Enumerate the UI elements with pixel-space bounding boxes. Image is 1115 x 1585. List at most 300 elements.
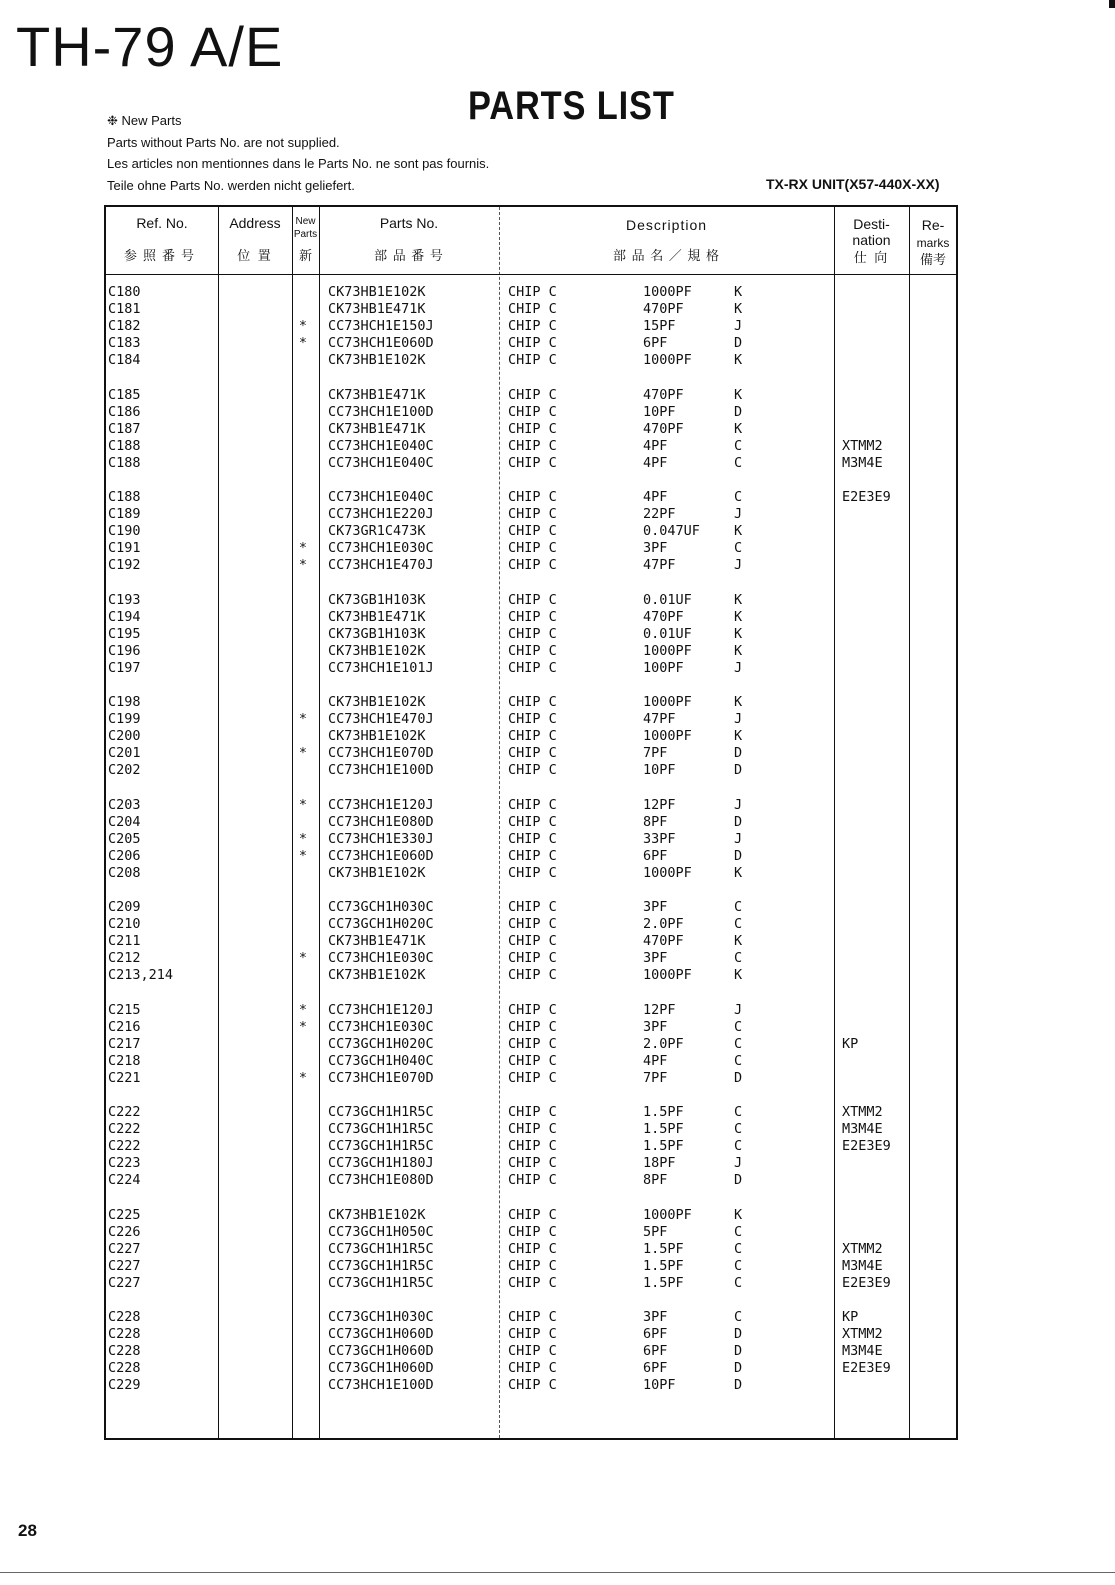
description-cell: CHIP C xyxy=(508,540,557,556)
parts-number-cell: CK73HB1E102K xyxy=(328,694,426,710)
description-cell: CHIP C xyxy=(508,1052,557,1069)
destination-cell: XTMM2 xyxy=(842,1104,883,1120)
description-cell: CHIP C xyxy=(508,813,557,830)
tolerance-cell: J xyxy=(734,659,743,676)
description-cell: CHIP C xyxy=(508,1155,557,1171)
ref-cell: C221 xyxy=(108,1069,141,1086)
ref-cell: C222 xyxy=(108,1104,141,1120)
value-cell: 18PF xyxy=(643,1155,676,1171)
tolerance-cell: K xyxy=(734,420,743,437)
description-cell: CHIP C xyxy=(508,318,557,334)
table-row xyxy=(106,950,956,967)
description-cell: CHIP C xyxy=(508,1001,557,1018)
destination-cell: KP xyxy=(842,1035,859,1052)
ref-cell: C187 xyxy=(108,420,141,437)
table-row xyxy=(106,831,956,848)
ref-cell: C226 xyxy=(108,1223,141,1240)
value-cell: 470PF xyxy=(643,608,684,625)
note-not-supplied-fr: Les articles non mentionnes dans le Parts No. ne sont pas fournis. xyxy=(107,156,490,171)
description-cell: CHIP C xyxy=(508,437,557,454)
table-row xyxy=(106,933,956,950)
tolerance-cell: C xyxy=(734,1052,743,1069)
description-cell: CHIP C xyxy=(508,967,557,983)
value-cell: 1.5PF xyxy=(643,1257,684,1274)
parts-number-cell: CK73HB1E471K xyxy=(328,420,426,437)
tolerance-cell: K xyxy=(734,1206,743,1223)
parts-number-cell: CC73GCH1H1R5C xyxy=(328,1257,434,1274)
value-cell: 3PF xyxy=(643,899,668,915)
value-cell: 7PF xyxy=(643,745,668,761)
description-cell: CHIP C xyxy=(508,523,557,539)
description-cell: CHIP C xyxy=(508,762,557,778)
value-cell: 1000PF xyxy=(643,284,692,300)
value-cell: 2.0PF xyxy=(643,916,684,932)
parts-number-cell: CK73GB1H103K xyxy=(328,625,426,642)
parts-number-cell: CC73GCH1H060D xyxy=(328,1343,434,1359)
model-name: TH-79 A/E xyxy=(16,15,284,78)
header-parts-no-jp: 部 品 番 号 xyxy=(374,248,444,263)
parts-number-cell: CK73HB1E102K xyxy=(328,967,426,983)
value-cell: 6PF xyxy=(643,1326,668,1342)
parts-number-cell: CC73HCH1E470J xyxy=(328,711,434,727)
description-cell: CHIP C xyxy=(508,950,557,966)
table-row xyxy=(106,694,956,711)
description-cell: CHIP C xyxy=(508,899,557,915)
ref-cell: C182 xyxy=(108,318,141,334)
value-cell: 3PF xyxy=(643,540,668,556)
value-cell: 1.5PF xyxy=(643,1104,684,1120)
value-cell: 3PF xyxy=(643,1018,668,1035)
ref-cell: C211 xyxy=(108,933,141,949)
ref-cell: C206 xyxy=(108,847,141,864)
parts-number-cell: CC73HCH1E080D xyxy=(328,1172,434,1188)
value-cell: 8PF xyxy=(643,1172,668,1188)
table-row xyxy=(106,1070,956,1087)
parts-number-cell: CK73HB1E102K xyxy=(328,864,426,881)
header-divider xyxy=(106,274,956,275)
description-cell: CHIP C xyxy=(508,711,557,727)
description-cell: CHIP C xyxy=(508,1172,557,1188)
table-row xyxy=(106,916,956,933)
tolerance-cell: C xyxy=(734,437,743,454)
ref-cell: C181 xyxy=(108,301,141,317)
parts-number-cell: CC73HCH1E080D xyxy=(328,813,434,830)
table-row xyxy=(106,1275,956,1292)
header-new-1: New xyxy=(295,216,316,227)
parts-number-cell: CC73HCH1E070D xyxy=(328,1069,434,1086)
tolerance-cell: C xyxy=(734,489,743,505)
parts-number-cell: CC73HCH1E470J xyxy=(328,557,434,573)
table-row xyxy=(106,1019,956,1036)
table-row xyxy=(106,745,956,762)
description-cell: CHIP C xyxy=(508,1018,557,1035)
value-cell: 0.01UF xyxy=(643,625,692,642)
description-cell: CHIP C xyxy=(508,916,557,932)
header-new-jp: 新 xyxy=(298,248,312,263)
table-row xyxy=(106,318,956,335)
table-row xyxy=(106,899,956,916)
ref-cell: C228 xyxy=(108,1326,141,1342)
tolerance-cell: K xyxy=(734,523,743,539)
parts-number-cell: CK73HB1E102K xyxy=(328,1206,426,1223)
ref-cell: C228 xyxy=(108,1309,141,1325)
table-row xyxy=(106,455,956,472)
table-row xyxy=(106,1224,956,1241)
new-parts-mark: * xyxy=(298,847,308,864)
description-cell: CHIP C xyxy=(508,642,557,659)
ref-cell: C188 xyxy=(108,437,141,454)
value-cell: 1000PF xyxy=(643,694,692,710)
parts-number-cell: CC73HCH1E030C xyxy=(328,1018,434,1035)
table-row xyxy=(106,814,956,831)
value-cell: 7PF xyxy=(643,1069,668,1086)
destination-cell: XTMM2 xyxy=(842,1326,883,1342)
note-not-supplied-de: Teile ohne Parts No. werden nicht geliefert. xyxy=(107,177,355,193)
ref-cell: C188 xyxy=(108,489,141,505)
new-parts-mark: * xyxy=(298,1069,308,1086)
header-ref: Ref. No. xyxy=(136,215,188,231)
description-cell: CHIP C xyxy=(508,557,557,573)
parts-number-cell: CC73HCH1E060D xyxy=(328,847,434,864)
description-cell: CHIP C xyxy=(508,386,557,403)
description-cell: CHIP C xyxy=(508,1326,557,1342)
description-cell: CHIP C xyxy=(508,830,557,847)
tolerance-cell: D xyxy=(734,847,743,864)
description-cell: CHIP C xyxy=(508,301,557,317)
description-cell: CHIP C xyxy=(508,625,557,642)
value-cell: 33PF xyxy=(643,830,676,847)
tolerance-cell: C xyxy=(734,899,743,915)
corner-mark xyxy=(1109,0,1115,8)
new-parts-mark: * xyxy=(298,557,308,573)
tolerance-cell: D xyxy=(734,403,743,420)
description-cell: CHIP C xyxy=(508,284,557,300)
description-cell: CHIP C xyxy=(508,1274,557,1291)
description-cell: CHIP C xyxy=(508,591,557,608)
description-cell: CHIP C xyxy=(508,847,557,864)
description-cell: CHIP C xyxy=(508,454,557,471)
header-destination-jp: 仕 向 xyxy=(853,250,890,265)
table-row xyxy=(106,335,956,352)
value-cell: 1.5PF xyxy=(643,1240,684,1257)
parts-number-cell: CC73GCH1H1R5C xyxy=(328,1138,434,1154)
value-cell: 12PF xyxy=(643,796,676,813)
bottom-rule xyxy=(0,1572,1115,1573)
new-parts-mark: * xyxy=(298,830,308,847)
ref-cell: C209 xyxy=(108,899,141,915)
parts-table xyxy=(104,205,958,1440)
parts-number-cell: CK73GR1C473K xyxy=(328,523,426,539)
table-row xyxy=(106,643,956,660)
parts-number-cell: CC73GCH1H040C xyxy=(328,1052,434,1069)
tolerance-cell: C xyxy=(734,1274,743,1291)
parts-number-cell: CC73GCH1H020C xyxy=(328,1035,434,1052)
ref-cell: C196 xyxy=(108,642,141,659)
tolerance-cell: C xyxy=(734,540,743,556)
parts-number-cell: CC73GCH1H060D xyxy=(328,1360,434,1376)
table-row xyxy=(106,557,956,574)
table-row xyxy=(106,1360,956,1377)
tolerance-cell: K xyxy=(734,642,743,659)
destination-cell: M3M4E xyxy=(842,1343,883,1359)
value-cell: 2.0PF xyxy=(643,1035,684,1052)
tolerance-cell: K xyxy=(734,933,743,949)
parts-number-cell: CC73HCH1E060D xyxy=(328,335,434,351)
value-cell: 4PF xyxy=(643,489,668,505)
value-cell: 12PF xyxy=(643,1001,676,1018)
description-cell: CHIP C xyxy=(508,1069,557,1086)
ref-cell: C217 xyxy=(108,1035,141,1052)
ref-cell: C186 xyxy=(108,403,141,420)
tolerance-cell: K xyxy=(734,728,743,744)
ref-cell: C208 xyxy=(108,864,141,881)
parts-number-cell: CC73HCH1E150J xyxy=(328,318,434,334)
table-row xyxy=(106,609,956,626)
new-parts-mark: * xyxy=(298,796,308,813)
ref-cell: C195 xyxy=(108,625,141,642)
value-cell: 1000PF xyxy=(643,967,692,983)
table-row xyxy=(106,1258,956,1275)
value-cell: 1000PF xyxy=(643,728,692,744)
table-row xyxy=(106,865,956,882)
parts-number-cell: CC73GCH1H1R5C xyxy=(328,1274,434,1291)
ref-cell: C198 xyxy=(108,694,141,710)
destination-cell: M3M4E xyxy=(842,454,883,471)
ref-cell: C228 xyxy=(108,1360,141,1376)
value-cell: 1000PF xyxy=(643,352,692,368)
parts-number-cell: CC73GCH1H030C xyxy=(328,1309,434,1325)
header-address: Address xyxy=(229,215,281,231)
tolerance-cell: D xyxy=(734,1326,743,1342)
parts-number-cell: CK73HB1E471K xyxy=(328,301,426,317)
ref-cell: C218 xyxy=(108,1052,141,1069)
value-cell: 22PF xyxy=(643,506,676,522)
parts-number-cell: CC73HCH1E040C xyxy=(328,454,434,471)
parts-number-cell: CC73HCH1E100D xyxy=(328,403,434,420)
value-cell: 470PF xyxy=(643,386,684,403)
ref-cell: C227 xyxy=(108,1240,141,1257)
new-parts-mark: * xyxy=(298,950,308,966)
description-cell: CHIP C xyxy=(508,1343,557,1359)
table-row xyxy=(106,1241,956,1258)
header-new-2: Parts xyxy=(293,229,318,240)
ref-cell: C200 xyxy=(108,728,141,744)
value-cell: 1.5PF xyxy=(643,1274,684,1291)
description-cell: CHIP C xyxy=(508,1104,557,1120)
description-cell: CHIP C xyxy=(508,1377,557,1393)
ref-cell: C205 xyxy=(108,830,141,847)
ref-cell: C199 xyxy=(108,711,141,727)
unit-label: TX-RX UNIT(X57-440X-XX) xyxy=(766,176,940,192)
header-remarks-jp: 備考 xyxy=(919,252,946,267)
parts-number-cell: CK73HB1E102K xyxy=(328,284,426,300)
parts-number-cell: CC73GCH1H060D xyxy=(328,1326,434,1342)
description-cell: CHIP C xyxy=(508,1223,557,1240)
value-cell: 8PF xyxy=(643,813,668,830)
tolerance-cell: D xyxy=(734,335,743,351)
table-row xyxy=(106,506,956,523)
description-cell: CHIP C xyxy=(508,489,557,505)
description-cell: CHIP C xyxy=(508,1257,557,1274)
parts-number-cell: CK73HB1E471K xyxy=(328,386,426,403)
destination-cell: E2E3E9 xyxy=(842,1274,891,1291)
description-cell: CHIP C xyxy=(508,933,557,949)
value-cell: 6PF xyxy=(643,1360,668,1376)
value-cell: 1.5PF xyxy=(643,1121,684,1137)
new-parts-mark: * xyxy=(298,1001,308,1018)
destination-cell: E2E3E9 xyxy=(842,1138,891,1154)
destination-cell: XTMM2 xyxy=(842,437,883,454)
value-cell: 1000PF xyxy=(643,642,692,659)
parts-number-cell: CC73HCH1E330J xyxy=(328,830,434,847)
table-row xyxy=(106,1104,956,1121)
destination-cell: E2E3E9 xyxy=(842,489,891,505)
table-row xyxy=(106,523,956,540)
parts-number-cell: CC73HCH1E100D xyxy=(328,1377,434,1393)
description-cell: CHIP C xyxy=(508,403,557,420)
table-row xyxy=(106,660,956,677)
header-destination-1: Desti- xyxy=(853,216,890,232)
destination-cell: M3M4E xyxy=(842,1121,883,1137)
value-cell: 3PF xyxy=(643,950,668,966)
value-cell: 1000PF xyxy=(643,1206,692,1223)
value-cell: 5PF xyxy=(643,1223,668,1240)
tolerance-cell: J xyxy=(734,830,743,847)
tolerance-cell: J xyxy=(734,506,743,522)
note-not-supplied-en: Parts without Parts No. are not supplied. xyxy=(107,134,340,150)
tolerance-cell: C xyxy=(734,1309,743,1325)
table-row xyxy=(106,728,956,745)
table-row xyxy=(106,1207,956,1224)
ref-cell: C229 xyxy=(108,1377,141,1393)
description-cell: CHIP C xyxy=(508,694,557,710)
destination-cell: E2E3E9 xyxy=(842,1360,891,1376)
description-cell: CHIP C xyxy=(508,420,557,437)
destination-cell: M3M4E xyxy=(842,1257,883,1274)
parts-number-cell: CC73HCH1E040C xyxy=(328,437,434,454)
tolerance-cell: D xyxy=(734,1069,743,1086)
value-cell: 10PF xyxy=(643,762,676,778)
table-row xyxy=(106,1002,956,1019)
table-row xyxy=(106,762,956,779)
notes-block xyxy=(107,110,489,196)
value-cell: 470PF xyxy=(643,301,684,317)
tolerance-cell: K xyxy=(734,591,743,608)
header-destination-2: nation xyxy=(852,232,891,248)
tolerance-cell: D xyxy=(734,1360,743,1376)
value-cell: 47PF xyxy=(643,557,676,573)
ref-cell: C192 xyxy=(108,557,141,573)
parts-number-cell: CC73HCH1E100D xyxy=(328,762,434,778)
parts-number-cell: CC73HCH1E120J xyxy=(328,1001,434,1018)
parts-number-cell: CK73HB1E471K xyxy=(328,608,426,625)
ref-cell: C197 xyxy=(108,659,141,676)
parts-number-cell: CK73HB1E102K xyxy=(328,642,426,659)
description-cell: CHIP C xyxy=(508,796,557,813)
ref-cell: C216 xyxy=(108,1018,141,1035)
table-row xyxy=(106,540,956,557)
header-remarks-2: marks xyxy=(916,236,950,250)
tolerance-cell: D xyxy=(734,1377,743,1393)
value-cell: 15PF xyxy=(643,318,676,334)
ref-cell: C185 xyxy=(108,386,141,403)
value-cell: 1000PF xyxy=(643,864,692,881)
new-parts-mark: * xyxy=(298,318,308,334)
value-cell: 6PF xyxy=(643,847,668,864)
tolerance-cell: C xyxy=(734,1018,743,1035)
parts-number-cell: CC73HCH1E030C xyxy=(328,540,434,556)
new-parts-mark: * xyxy=(298,711,308,727)
table-row xyxy=(106,1309,956,1326)
table-row xyxy=(106,711,956,728)
parts-number-cell: CC73HCH1E120J xyxy=(328,796,434,813)
destination-cell: KP xyxy=(842,1309,859,1325)
value-cell: 0.047UF xyxy=(643,523,700,539)
value-cell: 10PF xyxy=(643,1377,676,1393)
tolerance-cell: C xyxy=(734,916,743,932)
description-cell: CHIP C xyxy=(508,1121,557,1137)
page-title: PARTS LIST xyxy=(468,84,675,128)
ref-cell: C201 xyxy=(108,745,141,761)
table-row xyxy=(106,301,956,318)
tolerance-cell: J xyxy=(734,711,743,727)
table-row xyxy=(106,626,956,643)
parts-number-cell: CC73HCH1E101J xyxy=(328,659,434,676)
parts-number-cell: CK73GB1H103K xyxy=(328,591,426,608)
parts-number-cell: CC73GCH1H180J xyxy=(328,1155,434,1171)
parts-number-cell: CC73GCH1H1R5C xyxy=(328,1104,434,1120)
tolerance-cell: K xyxy=(734,967,743,983)
table-row xyxy=(106,967,956,984)
ref-cell: C202 xyxy=(108,762,141,778)
ref-cell: C213,214 xyxy=(108,967,174,983)
ref-cell: C228 xyxy=(108,1343,141,1359)
table-row xyxy=(106,848,956,865)
value-cell: 4PF xyxy=(643,1052,668,1069)
ref-cell: C227 xyxy=(108,1257,141,1274)
tolerance-cell: D xyxy=(734,1172,743,1188)
tolerance-cell: J xyxy=(734,796,743,813)
tolerance-cell: C xyxy=(734,1121,743,1137)
tolerance-cell: K xyxy=(734,352,743,368)
ref-cell: C193 xyxy=(108,591,141,608)
tolerance-cell: C xyxy=(734,1223,743,1240)
tolerance-cell: K xyxy=(734,386,743,403)
value-cell: 470PF xyxy=(643,933,684,949)
table-row xyxy=(106,1036,956,1053)
ref-cell: C222 xyxy=(108,1121,141,1137)
parts-number-cell: CC73HCH1E040C xyxy=(328,489,434,505)
tolerance-cell: C xyxy=(734,1257,743,1274)
description-cell: CHIP C xyxy=(508,864,557,881)
value-cell: 1.5PF xyxy=(643,1138,684,1154)
tolerance-cell: C xyxy=(734,1240,743,1257)
new-parts-mark: * xyxy=(298,745,308,761)
value-cell: 4PF xyxy=(643,454,668,471)
header-parts-no: Parts No. xyxy=(379,215,439,231)
parts-number-cell: CK73HB1E471K xyxy=(328,933,426,949)
header-description-jp: 部 品 名 ／ 規 格 xyxy=(612,248,721,263)
table-row xyxy=(106,1343,956,1360)
ref-cell: C212 xyxy=(108,950,141,966)
ref-cell: C191 xyxy=(108,540,141,556)
value-cell: 4PF xyxy=(643,437,668,454)
parts-number-cell: CC73GCH1H1R5C xyxy=(328,1240,434,1257)
ref-cell: C215 xyxy=(108,1001,141,1018)
tolerance-cell: K xyxy=(734,284,743,300)
description-cell: CHIP C xyxy=(508,728,557,744)
ref-cell: C188 xyxy=(108,454,141,471)
